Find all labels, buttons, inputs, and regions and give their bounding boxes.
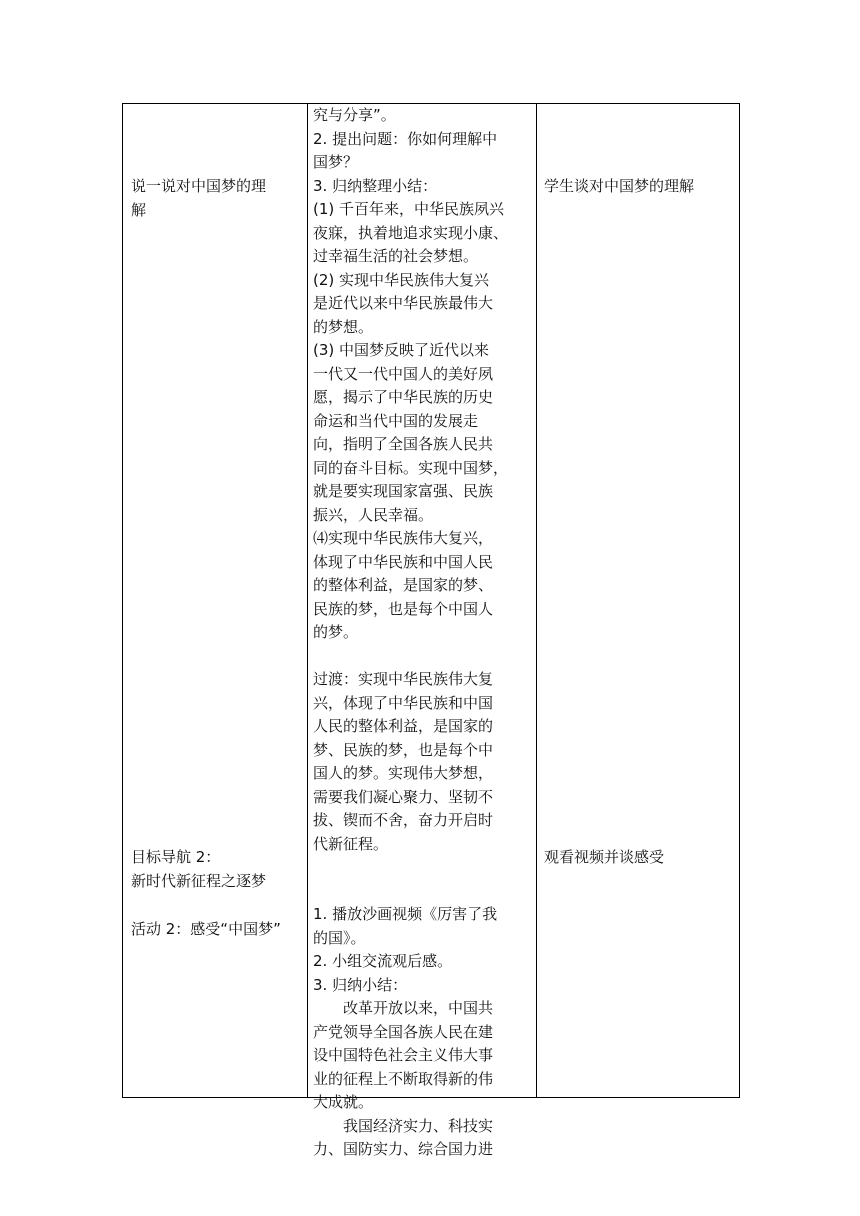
blank-line: [313, 880, 532, 904]
text-line: 代新征程。: [313, 834, 389, 853]
text-line: (3) 中国梦反映了近代以来: [313, 341, 490, 359]
text-line: 梦、民族的梦，也是每个中: [313, 740, 494, 759]
lesson-plan-table: [122, 103, 740, 1158]
student-block-2: [544, 846, 735, 870]
text-line: ⑷实现中华民族伟大复兴，: [313, 529, 494, 547]
text-line: 究与分享”。: [313, 106, 396, 124]
text-line: 愿，揭示了中华民族的历史: [313, 388, 494, 406]
text-line: 同的奋斗目标。实现中国梦，: [313, 458, 509, 477]
student-line: 观看视频并谈感受: [544, 848, 665, 866]
stage-block-activity-2: [131, 918, 303, 942]
text-line: 2. 提出问题：你如何理解中: [313, 129, 498, 148]
text-line: 命运和当代中国的发展走: [313, 411, 479, 430]
stage-block-goal-2: [131, 846, 303, 893]
text-line: 过幸福生活的社会梦想。: [313, 247, 479, 265]
text-line: (1) 千百年来，中华民族夙兴: [313, 200, 505, 218]
student-activity-cell: [537, 104, 740, 1098]
text-line: 2. 小组交流观后感。: [313, 952, 453, 970]
text-line: 力、国防实力、综合国力进: [313, 1140, 494, 1158]
text-line: 的梦。: [313, 623, 359, 641]
text-line: 需要我们凝心聚力、坚韧不: [313, 787, 494, 806]
text-line: 的整体利益，是国家的梦、: [313, 576, 494, 594]
text-line: 人民的整体利益，是国家的: [313, 717, 494, 735]
text-line: 业的征程上不断取得新的伟: [313, 1069, 494, 1088]
text-line: 就是要实现国家富强、民族: [313, 482, 494, 500]
student-block-1: [544, 175, 735, 199]
text-line: 3. 归纳整理小结：: [313, 176, 438, 195]
text-line: (2) 实现中华民族伟大复兴: [313, 270, 490, 289]
text-line: 向，指明了全国各族人民共: [313, 435, 494, 453]
text-line: 1. 播放沙画视频《厉害了我: [313, 905, 498, 923]
text-line: 过渡：实现中华民族伟大复: [313, 670, 494, 688]
text-line: 是近代以来中华民族最伟大: [313, 294, 494, 312]
stage-line: 说一说对中国梦的理: [131, 177, 267, 195]
blank-line: [313, 856, 532, 880]
text-line: 3. 归纳小结：: [313, 975, 408, 994]
text-line: 国梦？: [313, 153, 359, 171]
text-line: 拔、锲而不舍，奋力开启时: [313, 811, 494, 829]
stage-block-understanding: [131, 175, 303, 222]
text-line: 一代又一代中国人的美好夙: [313, 364, 494, 383]
text-line: 改革开放以来，中国共: [343, 999, 494, 1017]
stage-line: 解: [131, 200, 147, 219]
text-line: 振兴，人民幸福。: [313, 505, 434, 524]
text-line: 我国经济实力、科技实: [343, 1116, 494, 1135]
text-line: 兴，体现了中华民族和中国: [313, 693, 494, 712]
text-line: 夜寐，执着地追求实现小康、: [313, 223, 509, 242]
student-line: 学生谈对中国梦的理解: [544, 177, 695, 195]
text-line: 产党领导全国各族人民在建: [313, 1022, 494, 1041]
text-line: 的国》。: [313, 928, 366, 947]
stage-line: 新时代新征程之逐梦: [131, 871, 267, 890]
stage-cell: [123, 104, 308, 1098]
text-line: 的梦想。: [313, 317, 374, 336]
text-line: 体现了中华民族和中国人民: [313, 552, 494, 571]
stage-line: 目标导航 2：: [131, 848, 221, 866]
teacher-activity-text: [308, 104, 536, 1158]
text-line: 大成就。: [313, 1093, 374, 1111]
blank-line: [313, 645, 532, 669]
text-line: 国人的梦。实现伟大梦想，: [313, 764, 494, 782]
table-row: [123, 104, 740, 1098]
text-line: 设中国特色社会主义伟大事: [313, 1046, 494, 1064]
stage-line: 活动 2：感受“中国梦”: [131, 920, 281, 938]
teacher-activity-cell: [308, 104, 537, 1158]
text-line: 民族的梦，也是每个中国人: [313, 599, 494, 618]
